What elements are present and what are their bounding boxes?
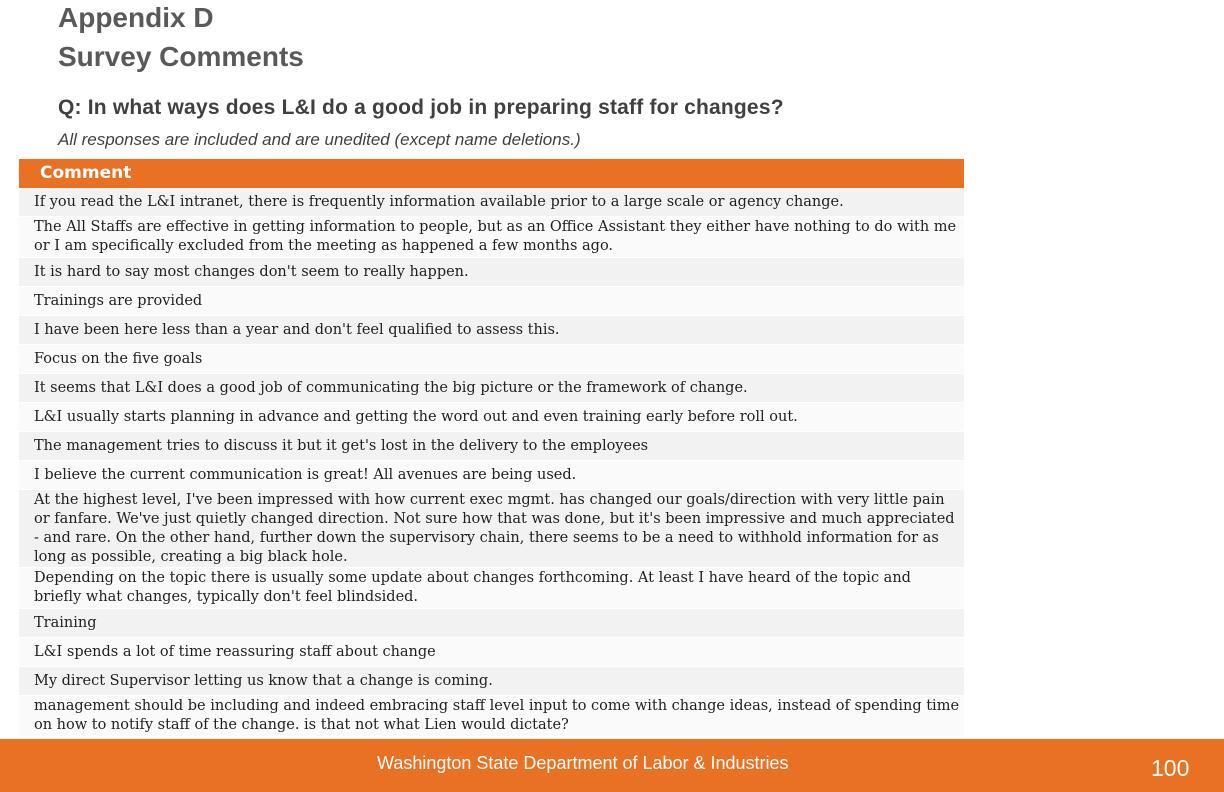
table-row: If you read the L&I intranet, there is frequently information available prior to a large scale or agency change. (19, 188, 964, 217)
table-row: Depending on the topic there is usually some update about changes forthcoming. At least I have heard of the topic and briefly what changes, typically don't feel blindsided. (19, 568, 964, 609)
footer-organization: Washington State Department of Labor & Industries (377, 753, 789, 773)
table-row: At the highest level, I've been impressed with how current exec mgmt. has changed our goals/direction with very little pain or fanfare. We've just quietly changed direction. Not sure how that was done, but it's been impressive and much appreciated - and rare. On the other hand, further down the supervisory chain, there seems to be a need to withhold information for as long as possible, creating a big black hole. (19, 490, 964, 568)
table-row: Trainings are provided (19, 287, 964, 316)
table-row: I have been here less than a year and don't feel qualified to assess this. (19, 316, 964, 345)
footer-bar (0, 739, 1224, 792)
page-title-appendix: Appendix D (58, 2, 214, 33)
table-row: management should be including and indeed embracing staff level input to come with change ideas, instead of spending time on how to notify staff of the change. is that not what Lien would dictate? (19, 696, 964, 737)
table-row: The All Staffs are effective in getting information to people, but as an Office Assistant they either have nothing to do with me or I am specifically excluded from the meeting as happened a few months ago. (19, 217, 964, 258)
table-row: L&I spends a lot of time reassuring staff about change (19, 638, 964, 667)
table-row: It is hard to say most changes don't seem to really happen. (19, 258, 964, 287)
page-title-survey-comments: Survey Comments (58, 41, 304, 72)
responses-note: All responses are included and are unedited (except name deletions.) (58, 130, 581, 149)
table-row: I believe the current communication is great! All avenues are being used. (19, 461, 964, 490)
table-row: L&I usually starts planning in advance and getting the word out and even training early before roll out. (19, 403, 964, 432)
table-row: The management tries to discuss it but it get's lost in the delivery to the employees (19, 432, 964, 461)
table-row: Focus on the five goals (19, 345, 964, 374)
survey-question: Q: In what ways does L&I do a good job in preparing staff for changes? (58, 96, 784, 119)
table-row: Training (19, 609, 964, 638)
comments-table-body (19, 188, 964, 737)
table-row: It seems that L&I does a good job of communicating the big picture or the framework of change. (19, 374, 964, 403)
comment-column-header: Comment (19, 159, 964, 188)
table-row: My direct Supervisor letting us know that a change is coming. (19, 667, 964, 696)
page-number: 100 (1151, 755, 1190, 781)
comments-table (19, 159, 964, 737)
